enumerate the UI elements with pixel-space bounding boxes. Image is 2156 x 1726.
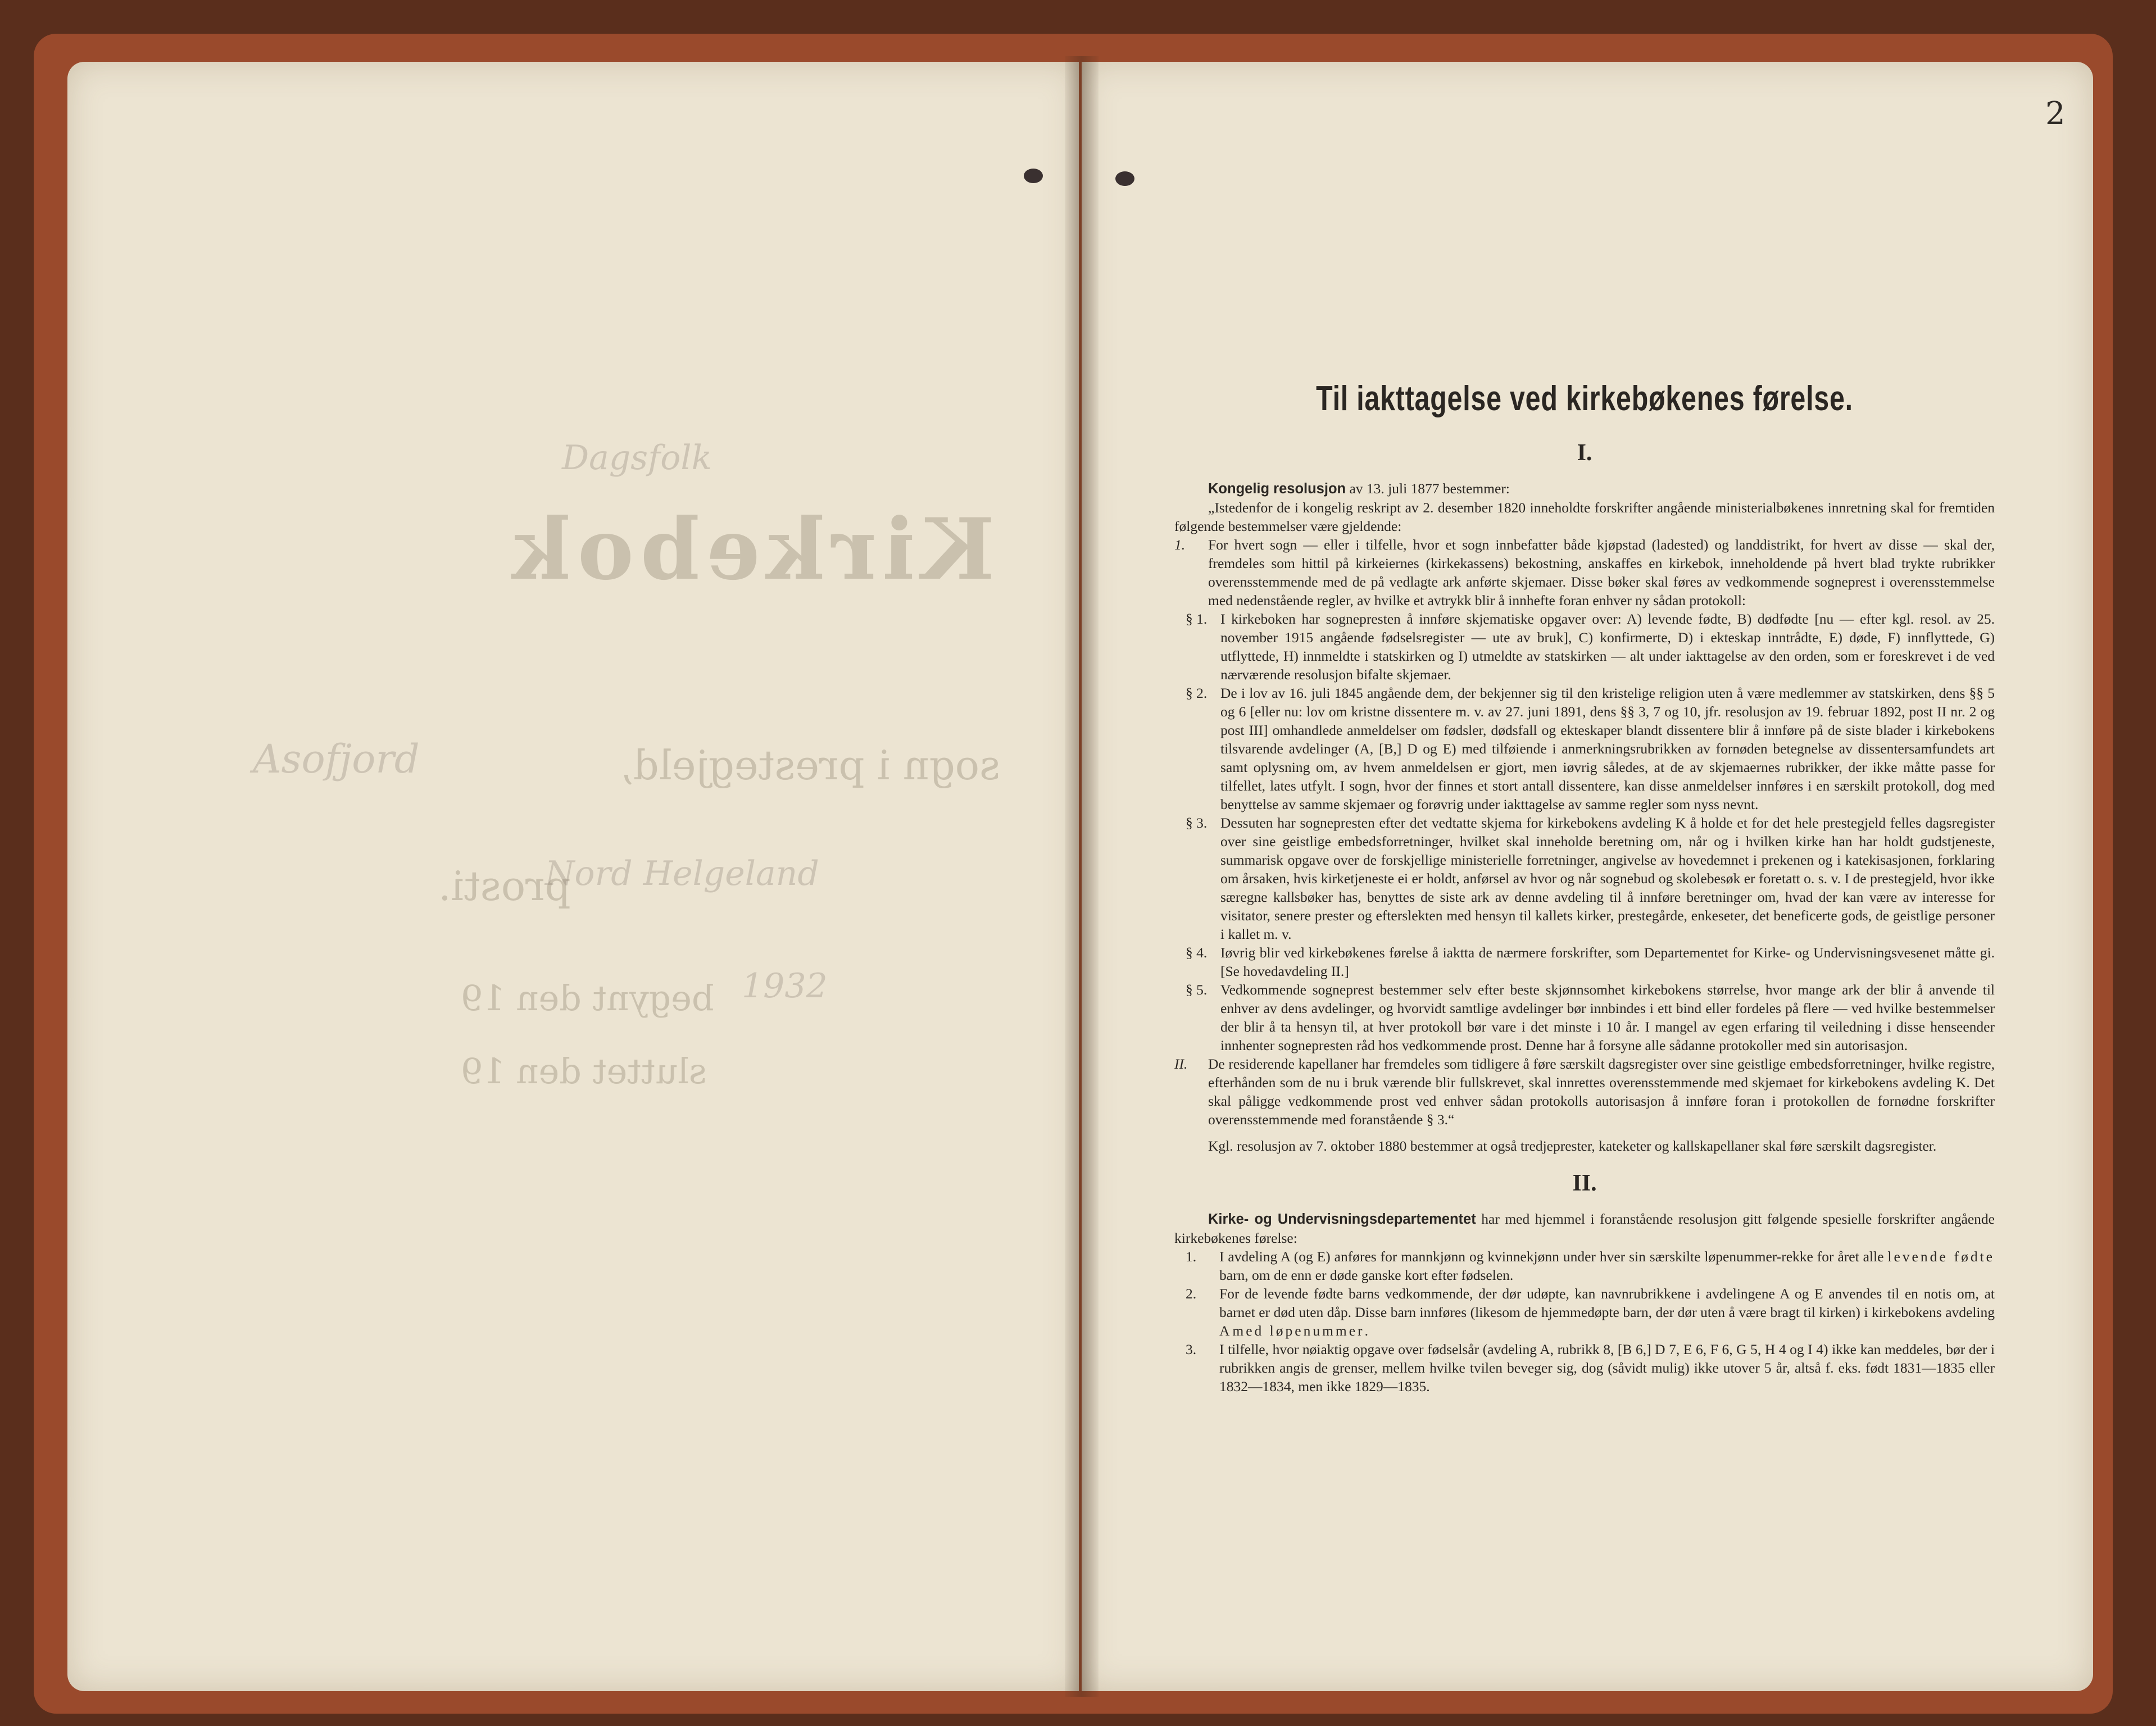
rule-text-part: barn, om de enn er døde ganske kort efter fødselen. [1219,1267,1514,1283]
rule-text-part: For de levende fødte barns vedkommende, der dør udøpte, kan navnrubrikkene i avdelingene A og E anvendes til en notis om, at barnet er død uten dåp. Disse barn innføres (likesom de hjemmedøpte barn, der dør uten å være bragt til kirken) i kirkebokens avdeling A [1219,1286,1995,1339]
binding-hole [1115,171,1134,186]
faint-handwriting: Nord Helgeland [545,854,819,893]
rule-text [1219,1284,1995,1340]
document-title: Til iakttagelse ved kirkebøkenes førelse. [1316,379,1853,418]
faint-handwriting: Dagsfolk [562,438,712,478]
book-gutter [1065,56,1099,1697]
section-heading: II. [1572,1170,1597,1196]
paragraph-item [1174,610,1995,684]
rule-text [1219,1247,1995,1284]
rule-number: 1. [1186,1248,1197,1265]
rule-text-spaced: med løpenummer [1232,1323,1365,1339]
quote-intro: „Istedenfor de i kongelig reskript av 2. desember 1820 inneholdte forskrifter angående ministerialbøkenes innretning skal for fremtiden følgende bestemmelser være gjeldende: [1174,499,1995,534]
rule-text-part: I avdeling A (og E) anføres for mannkjønn og kvinnekjønn under hver sin særskilte løpenummer-rekke for året alle [1219,1248,1888,1265]
rule-number: 3. [1186,1341,1197,1357]
left-page [67,62,1079,1691]
item-number: II. [1174,1056,1188,1072]
bleed-through-begynt-line: begynt den 19 [461,978,714,1019]
section-heading: I. [1577,440,1592,466]
rule-text-part: . [1364,1323,1368,1339]
paragraph-text: Dessuten har sognepresten efter det vedtatte skjema for kirkebokens avdeling K å holde et for det hele prestegjeld felles dagsregister over sine geistlige embedsforretninger, hvilket skal inneholde beretning om, når og i hvilken kirke han har holdt gudstjeneste, summarisk opgave over de forskjellige ministerielle forretninger, angivelse av hovedemnet i prekenen og i katekisasjonen, forklaring om årsaken, hvis kirketjeneste ei er holdt, anførsel av hvor og når sognebud og skolebesøk er foretatt o. s. v. I de prestegjeld, hvor ikke særegne kallsbøker has, benyttes de siste ark av denne avdeling til å innføre beretninger om, hvad der kan være av interesse for visitator, senere prester og efterslekten med hensyn til kallets kirker, prestegårde, enkeseter, det beneficerte gods, de geistlige personer i kallet m. v. [1220,815,1995,942]
numbered-rule [1174,1247,1995,1284]
faint-handwriting: Asofjord [253,736,420,782]
resolution-item [1174,1055,1995,1129]
closing-resolution: Kgl. resolusjon av 7. oktober 1880 bestemmer at også tredjeprester, kateketer og kallskapellaner skal føre særskilt dagsregister. [1208,1138,1937,1154]
paragraph-number: § 3. [1186,815,1208,831]
paragraph-text: Vedkommende sogneprest bestemmer selv efter beste skjønnsomhet kirkebokens størrelse, hvor mange ark der blir å anvende til enhver av dens avdelinger, og hvorvidt samtlige avdelinger bør innbindes i ett bind eller fordeles på flere — ved hvilke bestemmelser der blir å ta hensyn til, at hver protokoll bør vare i det minste i 10 år. I mangel av egen erfaring til veiledning i disse henseender innhenter sognepresten råd hos vedkommende prost. Denne har å forsyne alle sådanne protokoller med sin autorisasjon. [1220,982,1995,1053]
instructions-document [1174,376,1995,1396]
paragraph-item [1174,814,1995,943]
faint-handwriting: 1932 [742,966,828,1006]
paragraph-number: § 5. [1186,982,1208,998]
paragraph-item [1174,980,1995,1055]
bleed-through-heading: Kirkebok [506,500,995,599]
bleed-through-sluttet-line: sluttet den 19 [461,1051,707,1092]
numbered-rule [1174,1284,1995,1340]
resolution-item [1174,535,1995,610]
page-number: 2 [2045,96,2066,132]
bleed-through-sogn-line: sogn i prestegjeld, [620,742,1000,789]
paragraph-item [1174,943,1995,980]
bleed-through-prosti-line: prosti. [438,862,571,910]
rule-text-spaced: levende fødte [1887,1248,1995,1265]
paragraph-text: De i lov av 16. juli 1845 angående dem, der bekjenner sig til den kristelige religion uten å være medlemmer av statskirken, dens §§ 5 og 6 [eller nu: lov om kristne dissentere m. v. av 27. juni 1891, dens §§ 3, 7 og 10, jfr. resolusjon av 19. februar 1892, post II nr. 2 og post III] omhandlede anmeldelser om fødsler, dødsfall og ekteskaper blandt dissentere blir å innføre på de siste blader i kirkebokens tilsvarende avdelinger (A, [B,] D og E) med tilføiende i anmerkningsrubrikken av fornøden betegnelse av dissentersamfundets art samt oplysning om, av hvem anmeldelsen er gjort, men iøvrig således, at de av skjemaernes rubrikker, der ikke måtte passe for tilfellet, lates utfylt. I sogn, hvor der finnes et stort antall dissentere, kan disse anmeldelser innføres i en særskilt protokoll, dog med benyttelse av samme skjemaer og forøvrig under iakttagelse av samme regler som nyss nevnt. [1220,685,1995,812]
paragraph-text: I kirkeboken har sognepresten å innføre skjematiske opgaver over: A) levende fødte, B) dødfødte [nu — efter kgl. resol. av 25. november 1915 angående fødselsregister — ute av bruk], C) konfirmerte, D) i ekteskap inntrådte, E) døde, F) innflyttede, G) utflyttede, H) innmeldte i statskirken og I) utmeldte av statskirken — alt under iakttagelse av den orden, som er foreskrevet i de ved nærværende resolusjon bifalte skjemaer. [1220,611,1995,683]
department-intro-rest: har med hjemmel i foranstående resolusjon gitt følgende spesielle forskrifter angående kirkebøkenes førelse: [1174,1211,1995,1246]
paragraph-item [1174,684,1995,814]
item-text: De residerende kapellaner har fremdeles som tidligere å føre særskilt dagsregister over sine geistlige embedsforretninger, hvilke registre, efterhånden som de nu i bruk værende blir fullskrevet, skal innrettes overensstemmende med skjemaet for kirkebokens avdeling K. Det skal påligge vedkommende prost ved enhver sådan protokolls autorisasjon å innføre foran i protokollen de fornødne forskrifter overensstemmende med foranstående § 3.“ [1208,1056,1995,1128]
paragraph-number: § 4. [1186,944,1208,961]
numbered-rule [1174,1340,1995,1396]
item-text: For hvert sogn — eller i tilfelle, hvor et sogn innbefatter både kjøpstad (ladested) og landdistrikt, for hvert av disse — skal der, fremdeles som hittil på kirkeiernes (kirkekassens) bekostning, anskaffes en kirkebok, inneholdende på hvert blad trykte rubrikker overensstemmende med de på vedlagte ark anførte skjemaer. Disse bøker skal føres av vedkommende sogneprest i overensstemmelse med nedenstående regler, av hvilke et avtrykk blir å innhefte foran enhver ny sådan protokoll: [1208,537,1995,608]
rule-number: 2. [1186,1286,1197,1302]
resolution-intro-rest: av 13. juli 1877 bestemmer: [1346,480,1510,497]
resolution-intro-bold: Kongelig resolusjon [1208,481,1346,497]
binding-hole [1024,169,1043,183]
paragraph-number: § 1. [1186,611,1208,627]
department-intro-bold: Kirke- og Undervisningsdepartementet [1208,1211,1476,1227]
rule-text: I tilfelle, hvor nøiaktig opgave over fødselsår (avdeling A, rubrikk 8, [B 6,] D 7, E 6, F 6, G 5, H 4 og I 4) ikke kan meddeles, bør der i rubrikken angis de grenser, mellem hvilke tvilen beveger sig, dog (såvidt mulig) ikke utover 5 år, altså f. eks. født 1831—1835 eller 1832—1834, men ikke 1829—1835. [1219,1341,1995,1395]
paragraph-number: § 2. [1186,685,1208,701]
resolution-intro [1174,479,1995,498]
paragraph-text: Iøvrig blir ved kirkebøkenes førelse å iaktta de nærmere forskrifter, som Departementet for Kirke- og Undervisningsvesenet måtte gi. [Se hovedavdeling II.] [1220,944,1995,979]
item-number: 1. [1174,537,1186,553]
department-intro [1174,1210,1995,1247]
